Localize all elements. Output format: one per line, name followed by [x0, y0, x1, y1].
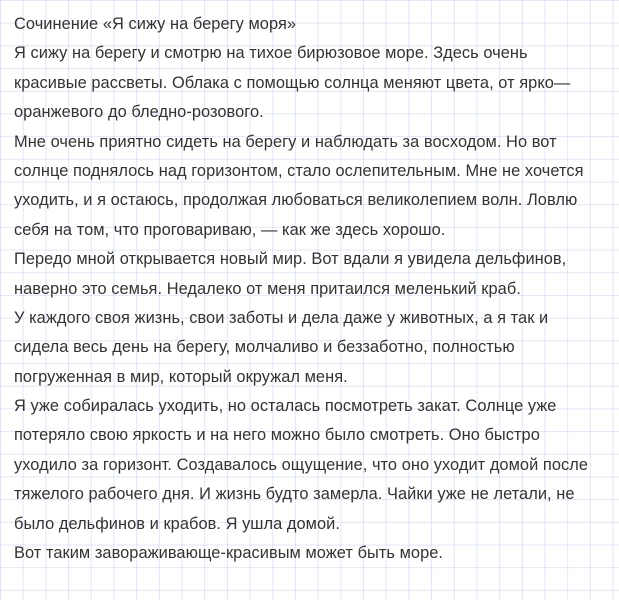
text-line: уходило за горизонт. Создавалось ощущение, что оно уходит домой после: [14, 455, 589, 474]
text-line: себя на том, что проговариваю, — как же здесь хорошо.: [14, 220, 446, 239]
text-line: наверно это семья. Недалеко от меня притаился меленький краб.: [14, 279, 521, 298]
essay-title: Сочинение «Я сижу на берегу моря»: [14, 15, 297, 33]
text-line: тяжелого рабочего дня. И жизнь будто замерла. Чайки уже не летали, не: [14, 485, 575, 504]
text-line: сидела весь день на берегу, молчаливо и беззаботно, полностью: [14, 338, 515, 357]
text-line: погруженная в мир, который окружал меня.: [14, 367, 348, 386]
text-line: потеряло свою яркость и на него можно было смотреть. Оно быстро: [14, 426, 540, 445]
text-line: Передо мной открывается новый мир. Вот вдали я увидела дельфинов,: [14, 250, 567, 269]
text-line: было дельфинов и крабов. Я ушла домой.: [14, 514, 340, 533]
text-line: У каждого своя жизнь, свои заботы и дела даже у животных, а я так и: [14, 308, 549, 327]
text-line: Я сижу на берегу и смотрю на тихое бирюзовое море. Здесь очень: [14, 44, 528, 63]
text-line: солнце поднялось над горизонтом, стало ослепительным. Мне не хочется: [14, 161, 584, 180]
text-line: Мне очень приятно сидеть на берегу и наблюдать за восходом. Но вот: [14, 132, 557, 151]
text-line: оранжевого до бледно-розового.: [14, 103, 264, 122]
essay-page: [14, 10, 614, 568]
text-line: уходить, и я остаюсь, продолжая любоваться великолепием волн. Ловлю: [14, 191, 578, 210]
text-line: Я уже собиралась уходить, но осталась посмотреть закат. Солнце уже: [14, 397, 557, 416]
text-line: красивые рассветы. Облака с помощью солнца меняют цвета, от ярко—: [14, 73, 571, 92]
text-line: Вот таким завораживающе-красивым может быть море.: [14, 544, 444, 563]
